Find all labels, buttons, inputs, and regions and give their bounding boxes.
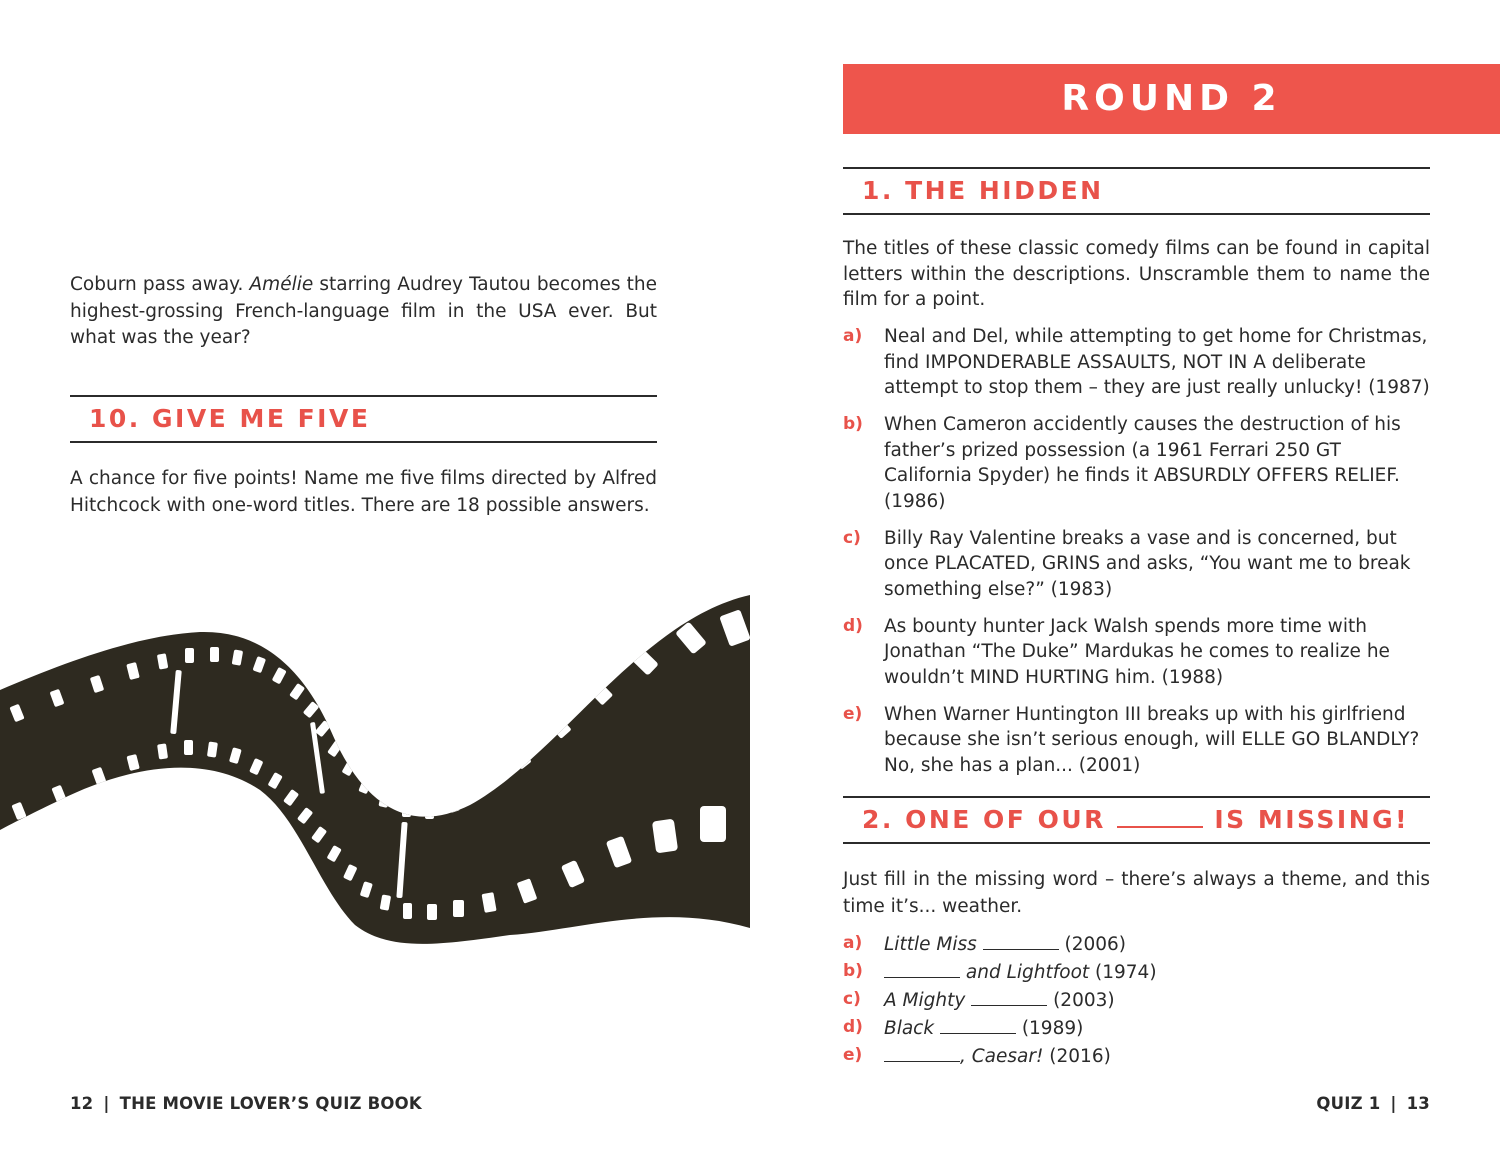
film-title-part: A Mighty: [884, 990, 972, 1011]
question-item: [843, 987, 1430, 1014]
question-item: [843, 324, 1430, 401]
right-page: [750, 0, 1500, 1151]
answer-blank: [940, 1015, 1016, 1034]
question-text: As bounty hunter Jack Walsh spends more time with Jonathan “The Duke” Mardukas he comes to realize he wouldn’t MIND HURTING him. (1988): [884, 615, 1390, 688]
question-item: [843, 1015, 1430, 1042]
film-title-part: and Lightfoot: [960, 962, 1090, 983]
question-text: When Cameron accidently causes the destruction of his father’s prized possession (a 1961 Ferrari 250 GT California Spyder) he finds it ABSURDLY OFFERS RELIEF. (1986): [884, 414, 1401, 512]
question-item: [843, 931, 1430, 958]
film-year: (2003): [1047, 990, 1115, 1011]
question-item: [843, 526, 1430, 603]
question-text: When Warner Huntington III breaks up with his girlfriend because she isn’t serious enough, will ELLE GO BLANDLY? No, she has a plan... (2001): [884, 703, 1420, 776]
question-text: [884, 962, 1157, 983]
film-year: (1974): [1089, 962, 1157, 983]
question-text: [884, 1018, 1083, 1039]
section1-intro: The titles of these classic comedy films can be found in capital letters within the descriptions. Unscramble them to name the film for a point.: [843, 238, 1430, 310]
section-header-one-of-our: [843, 796, 1430, 844]
section-title: 1. THE HIDDEN: [862, 176, 1104, 205]
section-header-give-me-five: [70, 395, 657, 443]
question-letter: b): [843, 414, 863, 434]
question-letter: d): [843, 615, 863, 636]
section2-question-list: [843, 931, 1430, 1071]
film-strip-illustration: [0, 590, 750, 970]
film-title-part: Black: [884, 1018, 940, 1039]
answer-blank: [971, 987, 1047, 1006]
section-title: [862, 805, 1409, 834]
section1-question-list: [843, 324, 1430, 790]
film-year: (2006): [1058, 934, 1127, 955]
footer-page-number: 12: [70, 1094, 94, 1113]
question-letter: a): [843, 326, 863, 346]
section2-intro: Just fill in the missing word – there’s always a theme, and this time it’s... weather.: [843, 869, 1430, 917]
footer-separator: |: [1390, 1094, 1397, 1113]
section-header-the-hidden: [843, 167, 1430, 215]
question-item: [843, 412, 1430, 514]
answer-blank: [884, 959, 960, 978]
question-text: [884, 990, 1115, 1011]
question-letter: e): [843, 1045, 863, 1065]
footer-book-title: THE MOVIE LOVER’S QUIZ BOOK: [119, 1094, 422, 1113]
intro-paragraph: [70, 272, 657, 352]
intro-text-start: Coburn pass away.: [70, 274, 250, 295]
section-body: A chance for five points! Name me five films directed by Alfred Hitchcock with one-word titles. There are 18 possible answers.: [70, 468, 657, 516]
round-banner: [843, 64, 1500, 134]
question-letter: c): [843, 527, 861, 548]
right-footer: [1316, 1094, 1430, 1113]
film-strip-body: [0, 595, 750, 944]
answer-blank: [884, 1043, 960, 1062]
question-letter: a): [843, 933, 863, 953]
left-footer: [70, 1094, 422, 1113]
question-text: Neal and Del, while attempting to get home for Christmas, find IMPONDERABLE ASSAULTS, NOT IN A deliberate attempt to stop them – they are just really unlucky! (1987): [884, 326, 1430, 398]
film-title-part: Little Miss: [884, 934, 983, 955]
footer-quiz-label: QUIZ 1: [1316, 1094, 1381, 1113]
footer-separator: |: [103, 1094, 110, 1113]
question-text: [884, 934, 1126, 955]
answer-blank: [983, 931, 1059, 950]
question-text: Billy Ray Valentine breaks a vase and is concerned, but once PLACATED, GRINS and asks, “You want me to break something else?” (1983): [884, 527, 1411, 600]
intro-film-title: Amélie: [249, 274, 314, 295]
question-letter: d): [843, 1017, 863, 1037]
question-item: [843, 1043, 1430, 1070]
title-blank: [1117, 806, 1203, 828]
question-letter: e): [843, 703, 863, 724]
film-title-part: , Caesar!: [960, 1046, 1044, 1067]
section-title-start: 2. ONE OF OUR: [862, 805, 1106, 834]
question-letter: b): [843, 961, 863, 981]
question-item: [843, 614, 1430, 691]
round-title: ROUND 2: [1061, 78, 1282, 119]
question-item: [843, 702, 1430, 779]
footer-page-number: 13: [1406, 1094, 1430, 1113]
film-year: (1989): [1015, 1018, 1084, 1039]
intro-text-end: starring Audrey Tautou becomes the highest-grossing French-language film in the USA ever. But what was the year?: [70, 274, 657, 348]
question-text: [884, 1046, 1111, 1067]
section-title-end: IS MISSING!: [1214, 805, 1410, 834]
section-title: 10. GIVE ME FIVE: [89, 404, 371, 433]
question-letter: c): [843, 989, 861, 1009]
film-year: (2016): [1043, 1046, 1111, 1067]
question-item: [843, 959, 1430, 986]
